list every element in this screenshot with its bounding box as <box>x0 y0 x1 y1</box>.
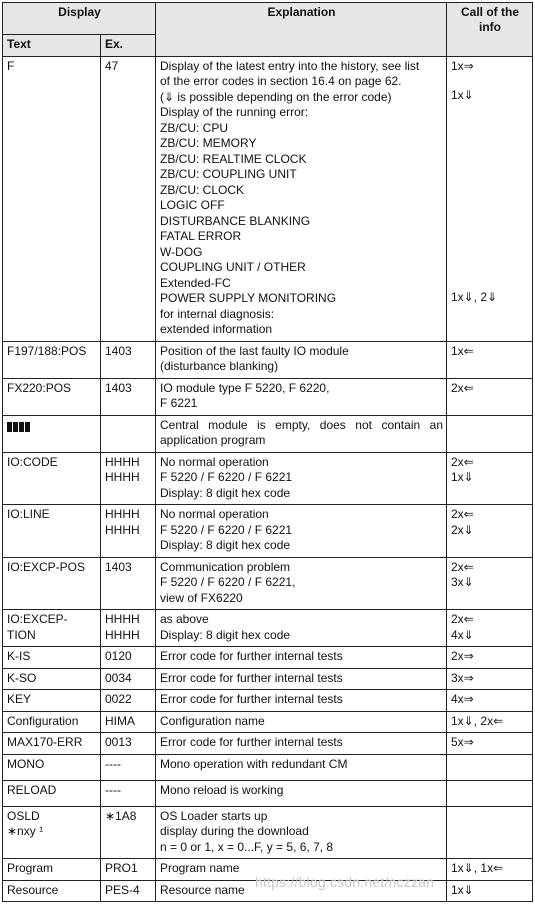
expl-line: F 5220 / F 6220 / F 6221 <box>160 522 293 537</box>
call-line: 1x⇒ <box>451 58 474 73</box>
table-row <box>3 711 533 733</box>
cell-text: K-SO <box>3 668 101 690</box>
header-display: Display <box>3 3 156 35</box>
cell-ex: ∗1A8 <box>101 806 156 859</box>
cell-explanation <box>156 341 447 378</box>
cell-call <box>447 780 533 806</box>
cell-ex: PES-4 <box>101 880 156 902</box>
cell-text: K-IS <box>3 647 101 669</box>
cell-ex: 0022 <box>101 690 156 712</box>
table-row <box>3 505 533 558</box>
cell-explanation <box>156 378 447 415</box>
cell-text: MAX170-ERR <box>3 733 101 755</box>
cell-call <box>447 754 533 780</box>
table-row <box>3 780 533 806</box>
cell-text <box>3 806 101 859</box>
expl-line: display during the download <box>160 824 309 838</box>
cell-call <box>447 415 533 452</box>
header-ex: Ex. <box>101 35 156 57</box>
expl-line: F 6221 <box>160 396 198 410</box>
expl-line: ZB/CU: REALTIME CLOCK <box>160 151 307 166</box>
cell-ex: ---- <box>101 780 156 806</box>
cell-text: IO:EXCP-POS <box>3 557 101 610</box>
cell-ex: 0034 <box>101 668 156 690</box>
table-row <box>3 341 533 378</box>
cell-call: 1x⇓, 1x⇐ <box>447 859 533 881</box>
cell-ex: PRO1 <box>101 859 156 881</box>
table-row <box>3 668 533 690</box>
cell-explanation <box>156 557 447 610</box>
cell-ex: HHHH HHHH <box>101 610 156 647</box>
filled-blocks-icon <box>7 421 31 437</box>
cell-explanation: Mono reload is working <box>156 780 447 806</box>
cell-ex: 1403 <box>101 341 156 378</box>
cell-call <box>447 341 533 378</box>
cell-explanation: Mono operation with redundant CM <box>156 754 447 780</box>
expl-line: POWER SUPPLY MONITORING <box>160 291 337 305</box>
expl-line: IO module type F 5220, F 6220, <box>160 380 330 395</box>
cell-call <box>447 378 533 415</box>
call-line: 1x⇐ <box>451 343 474 358</box>
table-row <box>3 56 533 341</box>
cell-explanation: Configuration name <box>156 711 447 733</box>
table-row <box>3 610 533 647</box>
call-line: 4x⇓ <box>451 627 474 642</box>
expl-line: LOGIC OFF <box>160 198 225 212</box>
expl-line: view of FX6220 <box>160 590 243 605</box>
expl-line: OS Loader starts up <box>160 808 268 823</box>
cell-text <box>3 415 101 452</box>
expl-line: of the error codes in section 16.4 on page 62. <box>160 74 402 88</box>
call-line: 2x⇐ <box>451 507 474 521</box>
cell-text: F197/188:POS <box>3 341 101 378</box>
cell-explanation <box>156 415 447 452</box>
expl-line: (⇓ is possible depending on the error code) <box>160 89 392 104</box>
cell-call <box>447 610 533 647</box>
cell-text: FX220:POS <box>3 378 101 415</box>
call-line: 2x⇐ <box>451 612 474 626</box>
cell-ex: 1403 <box>101 378 156 415</box>
call-line: 2x⇓ <box>451 522 474 537</box>
cell-explanation: Error code for further internal tests <box>156 733 447 755</box>
table-row <box>3 557 533 610</box>
cell-text: F <box>3 56 101 341</box>
cell-call: 5x⇒ <box>447 733 533 755</box>
expl-line: Position of the last faulty IO module <box>160 343 349 358</box>
cell-text: MONO <box>3 754 101 780</box>
table-row <box>3 452 533 505</box>
cell-call: 3x⇒ <box>447 668 533 690</box>
expl-line: No normal operation <box>160 507 269 521</box>
expl-line: (disturbance blanking) <box>160 359 279 373</box>
expl-line: F 5220 / F 6220 / F 6221, <box>160 575 296 589</box>
cell-explanation: Resource name <box>156 880 447 902</box>
cell-text: Resource <box>3 880 101 902</box>
expl-line: W-DOG <box>160 244 203 259</box>
cell-text: IO:LINE <box>3 505 101 558</box>
expl-line: Display: 8 digit hex code <box>160 538 291 552</box>
cell-call: 4x⇒ <box>447 690 533 712</box>
cell-text: IO:EXCEP- TION <box>3 610 101 647</box>
expl-line: Extended-FC <box>160 275 231 290</box>
header-row <box>3 3 533 35</box>
cell-ex: HIMA <box>101 711 156 733</box>
expl-line: DISTURBANCE BLANKING <box>160 213 311 228</box>
cell-call: 1x⇓ <box>447 880 533 902</box>
cell-ex: 0013 <box>101 733 156 755</box>
cell-call <box>447 56 533 341</box>
cell-ex <box>101 415 156 452</box>
call-line: 2x⇐ <box>451 559 474 574</box>
table-row <box>3 733 533 755</box>
expl-line: for internal diagnosis: <box>160 306 275 321</box>
cell-call <box>447 452 533 505</box>
error-info-table <box>2 2 533 902</box>
table-row <box>3 378 533 415</box>
cell-call <box>447 557 533 610</box>
cell-text: Configuration <box>3 711 101 733</box>
call-line: 3x⇓ <box>451 575 474 589</box>
cell-ex: 0120 <box>101 647 156 669</box>
call-line: 1x⇓ <box>451 88 474 102</box>
expl-line: No normal operation <box>160 454 269 469</box>
table-row <box>3 647 533 669</box>
text-line: OSLD <box>7 808 40 823</box>
cell-text: IO:CODE <box>3 452 101 505</box>
expl-line: ZB/CU: CLOCK <box>160 182 245 197</box>
expl-line: Communication problem <box>160 559 291 574</box>
header-call-line1: Call of the <box>460 5 519 19</box>
header-text: Text <box>3 35 101 57</box>
header-call-line2: info <box>479 20 501 34</box>
expl-line: Display of the latest entry into the history, see list <box>160 58 420 73</box>
cell-explanation <box>156 505 447 558</box>
cell-ex: 47 <box>101 56 156 341</box>
expl-line: n = 0 or 1, x = 0...F, y = 5, 6, 7, 8 <box>160 839 334 854</box>
table-row <box>3 415 533 452</box>
cell-ex: HHHH HHHH <box>101 452 156 505</box>
expl-line: extended information <box>160 322 273 336</box>
text-sub-line: ∗nxy ¹ <box>7 824 44 838</box>
call-line: 2x⇐ <box>451 454 474 469</box>
watermark: https://blog.csdn.net/nczzan <box>255 874 435 890</box>
cell-explanation: Error code for further internal tests <box>156 668 447 690</box>
cell-explanation <box>156 56 447 341</box>
cell-ex: ---- <box>101 754 156 780</box>
table-row <box>3 754 533 780</box>
call-line: 2x⇐ <box>451 380 474 395</box>
cell-call <box>447 505 533 558</box>
expl-line: ZB/CU: COUPLING UNIT <box>160 167 297 181</box>
header-explanation: Explanation <box>156 3 447 57</box>
cell-ex: HHHH HHHH <box>101 505 156 558</box>
cell-explanation <box>156 806 447 859</box>
expl-line: application program <box>160 433 266 447</box>
expl-line: F 5220 / F 6220 / F 6221 <box>160 470 293 484</box>
cell-text: Program <box>3 859 101 881</box>
header-call-of-info <box>447 3 533 57</box>
expl-line: Display: 8 digit hex code <box>160 485 291 500</box>
table-body <box>3 56 533 902</box>
expl-line: as above <box>160 612 209 626</box>
expl-line: ZB/CU: MEMORY <box>160 136 257 150</box>
call-line: 1x⇓, 2⇓ <box>451 289 498 304</box>
expl-line: ZB/CU: CPU <box>160 120 229 135</box>
cell-text: KEY <box>3 690 101 712</box>
expl-line: Display: 8 digit hex code <box>160 627 291 642</box>
expl-line: COUPLING UNIT / OTHER <box>160 260 306 274</box>
cell-explanation <box>156 610 447 647</box>
cell-ex: 1403 <box>101 557 156 610</box>
cell-text: RELOAD <box>3 780 101 806</box>
cell-explanation: Error code for further internal tests <box>156 690 447 712</box>
table-row <box>3 690 533 712</box>
cell-explanation: Error code for further internal tests <box>156 647 447 669</box>
cell-call: 2x⇒ <box>447 647 533 669</box>
cell-call: 1x⇓, 2x⇐ <box>447 711 533 733</box>
expl-line: Central module is empty, does not contain an <box>160 417 443 432</box>
call-line: 1x⇓ <box>451 470 474 484</box>
cell-call <box>447 806 533 859</box>
table-row <box>3 806 533 859</box>
expl-line: FATAL ERROR <box>160 229 242 243</box>
cell-explanation: Program name <box>156 859 447 881</box>
cell-explanation <box>156 452 447 505</box>
expl-line: Display of the running error: <box>160 105 309 119</box>
